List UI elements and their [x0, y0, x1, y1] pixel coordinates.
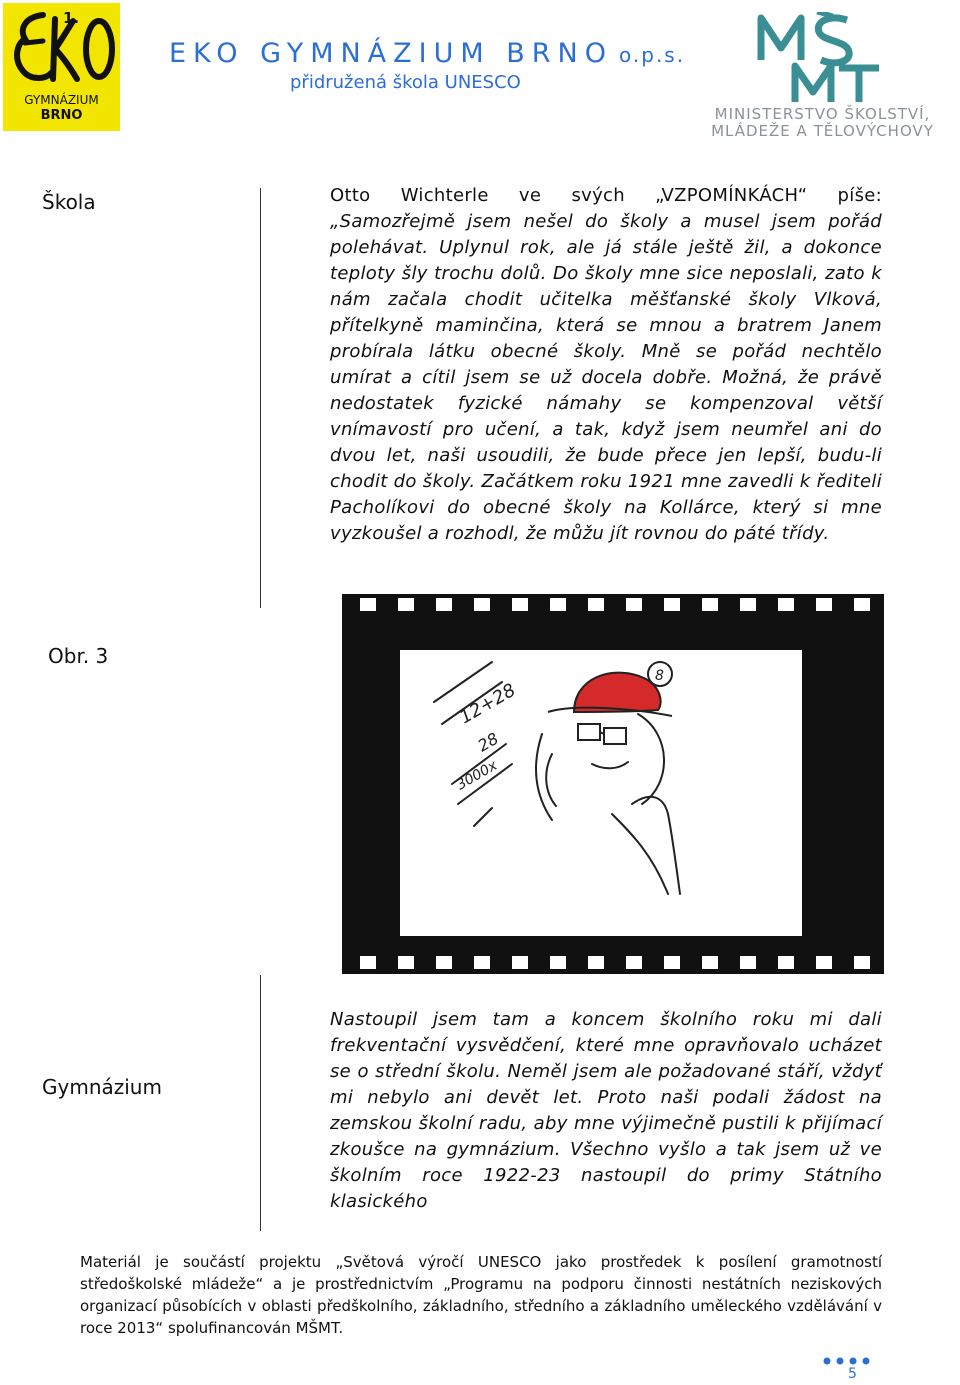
school-name [169, 38, 685, 69]
quote-body: „Samozřejmě jsem nešel do školy a musel jsem pořád polehávat. Uplynul rok, ale já stále ještě žil, a dokonce teploty šly trochu dolů. Do školy mne sice neposlali, zato k nám začala chodit učitelka měšťanské školy Vlková, přítelkyně maminčina, která se mnou a bratrem Janem probírala látku obecné školy. Mně se pořád nechtělo umírat a cítil jsem se už docela dobře. Možná, že právě nedostatek fyzické námahy se kompenzoval větší vnímavostí pro učení, a tak, když jsem neumřel ani do dvou let, naši usoudili, že bude přece jen lepší, budu-li chodit do školy. Začátkem roku 1921 mne zavedli k řediteli Pacholíkovi do obecné školy na Kollárce, který si mne vyzkoušel a rozhodl, že můžu jít rovnou do páté třídy. [330, 211, 882, 544]
section-label-gymnazium: Gymnázium [42, 1075, 162, 1099]
eko-logo [3, 3, 120, 131]
ministry-name [690, 106, 955, 140]
quote-paragraph [330, 183, 882, 547]
drawing-text-sum: 12+28 [456, 679, 520, 729]
page-number: 5 [848, 1366, 857, 1382]
section-label-skola: Škola [42, 190, 96, 214]
msmt-logo [755, 12, 895, 104]
ministry-line-2: MLÁDEŽE A TĚLOVÝCHOVY [711, 122, 934, 140]
footer-funding-note: Materiál je součástí projektu „Světová výročí UNESCO jako prostředek k posílení gramotností středoškolské mládeže“ a je prostřednictvím „Programu na podporu činnosti nestátních neziskových organizací působících v oblasti předškolního, základního, středního a základního uměleckého vzdělávání v roce 2013“ spolufinancován MŠMT. [80, 1253, 882, 1337]
ministry-line-1: MINISTERSTVO ŠKOLSTVÍ, [714, 105, 931, 123]
drawing-text-8: 8 [655, 668, 664, 684]
drawing-text-3000x: 3000x [454, 757, 501, 794]
vertical-rule-bottom [260, 975, 261, 1231]
page-dots-icon [822, 1356, 872, 1366]
logo-number: 1. [63, 9, 80, 27]
school-subtitle: přidružená škola UNESCO [290, 72, 521, 93]
school-name-text: EKO GYMNÁZIUM BRNO [169, 38, 613, 69]
drawing-text-28: 28 [474, 728, 502, 756]
school-suffix: o.p.s. [619, 43, 686, 67]
figure-label: Obr. 3 [48, 644, 109, 668]
quote-intro: Otto Wichterle ve svých „VZPOMÍNKÁCH“ píše: [330, 185, 882, 206]
continuation-paragraph: Nastoupil jsem tam a koncem školního roku mi dali frekventační vysvědčení, které mne opravňovalo ucházet se o střední školu. Neměl jsem ale požadované stáří, vždyť mi nebylo ani devět let. Proto naši podali žádost na zemskou školní radu, aby mne výjimečně pustili k přijímací zkoušce na gymnázium. Všechno vyšlo a tak jsem už ve školním roce 1922-23 nastoupil do primy Státního klasického [330, 1009, 882, 1212]
logo-brno: BRNO [40, 108, 83, 123]
logo-gymnazium: GYMNÁZIUM [24, 93, 99, 107]
film-strip-figure [342, 594, 884, 974]
vertical-rule-top [260, 188, 261, 608]
eko-logo-glyph [3, 3, 120, 95]
